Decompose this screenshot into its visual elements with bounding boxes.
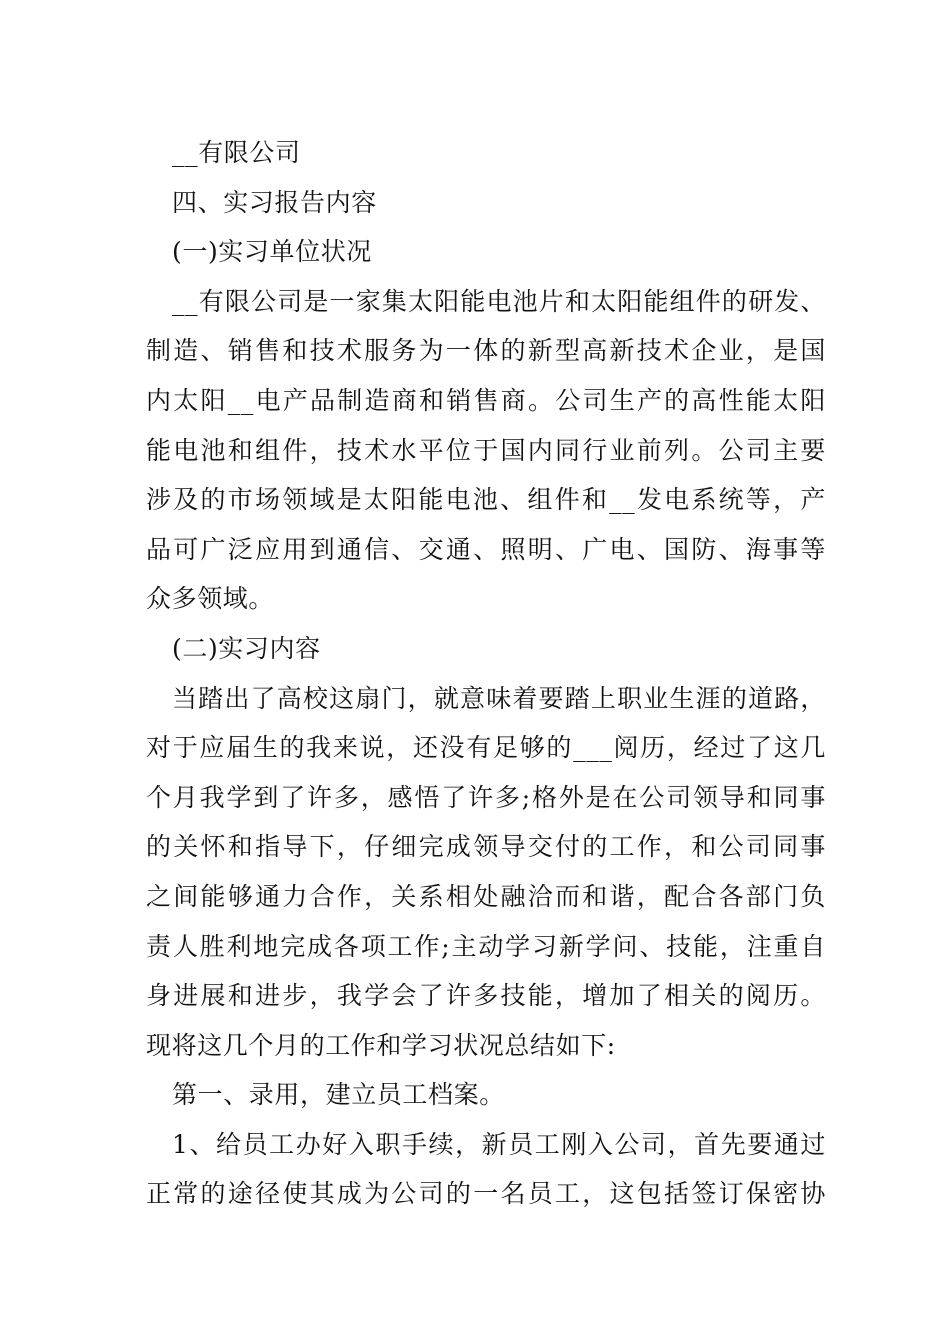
paragraph-line: 现将这几个月的工作和学习状况总结如下: <box>146 1030 616 1060</box>
paragraph-line: __有限公司是一家集太阳能电池片和太阳能组件的研发、 <box>172 286 826 316</box>
paragraph-line: 第一、录用，建立员工档案。 <box>172 1080 505 1110</box>
paragraph-line: 内太阳__电产品制造商和销售商。公司生产的高性能太阳 <box>146 385 826 415</box>
paragraph-line: 能电池和组件，技术水平位于国内同行业前列。公司主要 <box>146 435 826 465</box>
paragraph-line: 1、给员工办好入职手续，新员工刚入公司，首先要通过 <box>172 1129 826 1159</box>
paragraph-line: 涉及的市场领域是太阳能电池、组件和__发电系统等，产 <box>146 485 826 515</box>
subsection-heading: (一)实习单位状况 <box>172 237 372 267</box>
subsection-heading: (二)实习内容 <box>172 633 321 663</box>
paragraph-line: 对于应届生的我来说，还没有足够的___阅历，经过了这几 <box>146 733 826 763</box>
paragraph-line: 制造、销售和技术服务为一体的新型高新技术企业，是国 <box>146 336 826 366</box>
paragraph-line: 个月我学到了许多，感悟了许多;格外是在公司领导和同事 <box>146 782 826 812</box>
paragraph-line: 之间能够通力合作，关系相处融洽而和谐，配合各部门负 <box>146 881 826 911</box>
paragraph-line: 当踏出了高校这扇门，就意味着要踏上职业生涯的道路， <box>172 683 826 713</box>
paragraph-line: 责人胜利地完成各项工作;主动学习新学问、技能，注重自 <box>146 931 826 961</box>
section-heading: 四、实习报告内容 <box>172 187 377 217</box>
paragraph-line: 品可广泛应用到通信、交通、照明、广电、国防、海事等 <box>146 534 826 564</box>
paragraph-line: __有限公司 <box>172 138 301 167</box>
paragraph-line: 身进展和进步，我学会了许多技能，增加了相关的阅历。 <box>146 981 826 1011</box>
document-body <box>146 128 826 1219</box>
paragraph-line: 正常的途径使其成为公司的一名员工，这包括签订保密协 <box>146 1179 826 1209</box>
paragraph-line: 的关怀和指导下，仔细完成领导交付的工作，和公司同事 <box>146 832 826 862</box>
paragraph-line: 众多领域。 <box>146 584 275 614</box>
